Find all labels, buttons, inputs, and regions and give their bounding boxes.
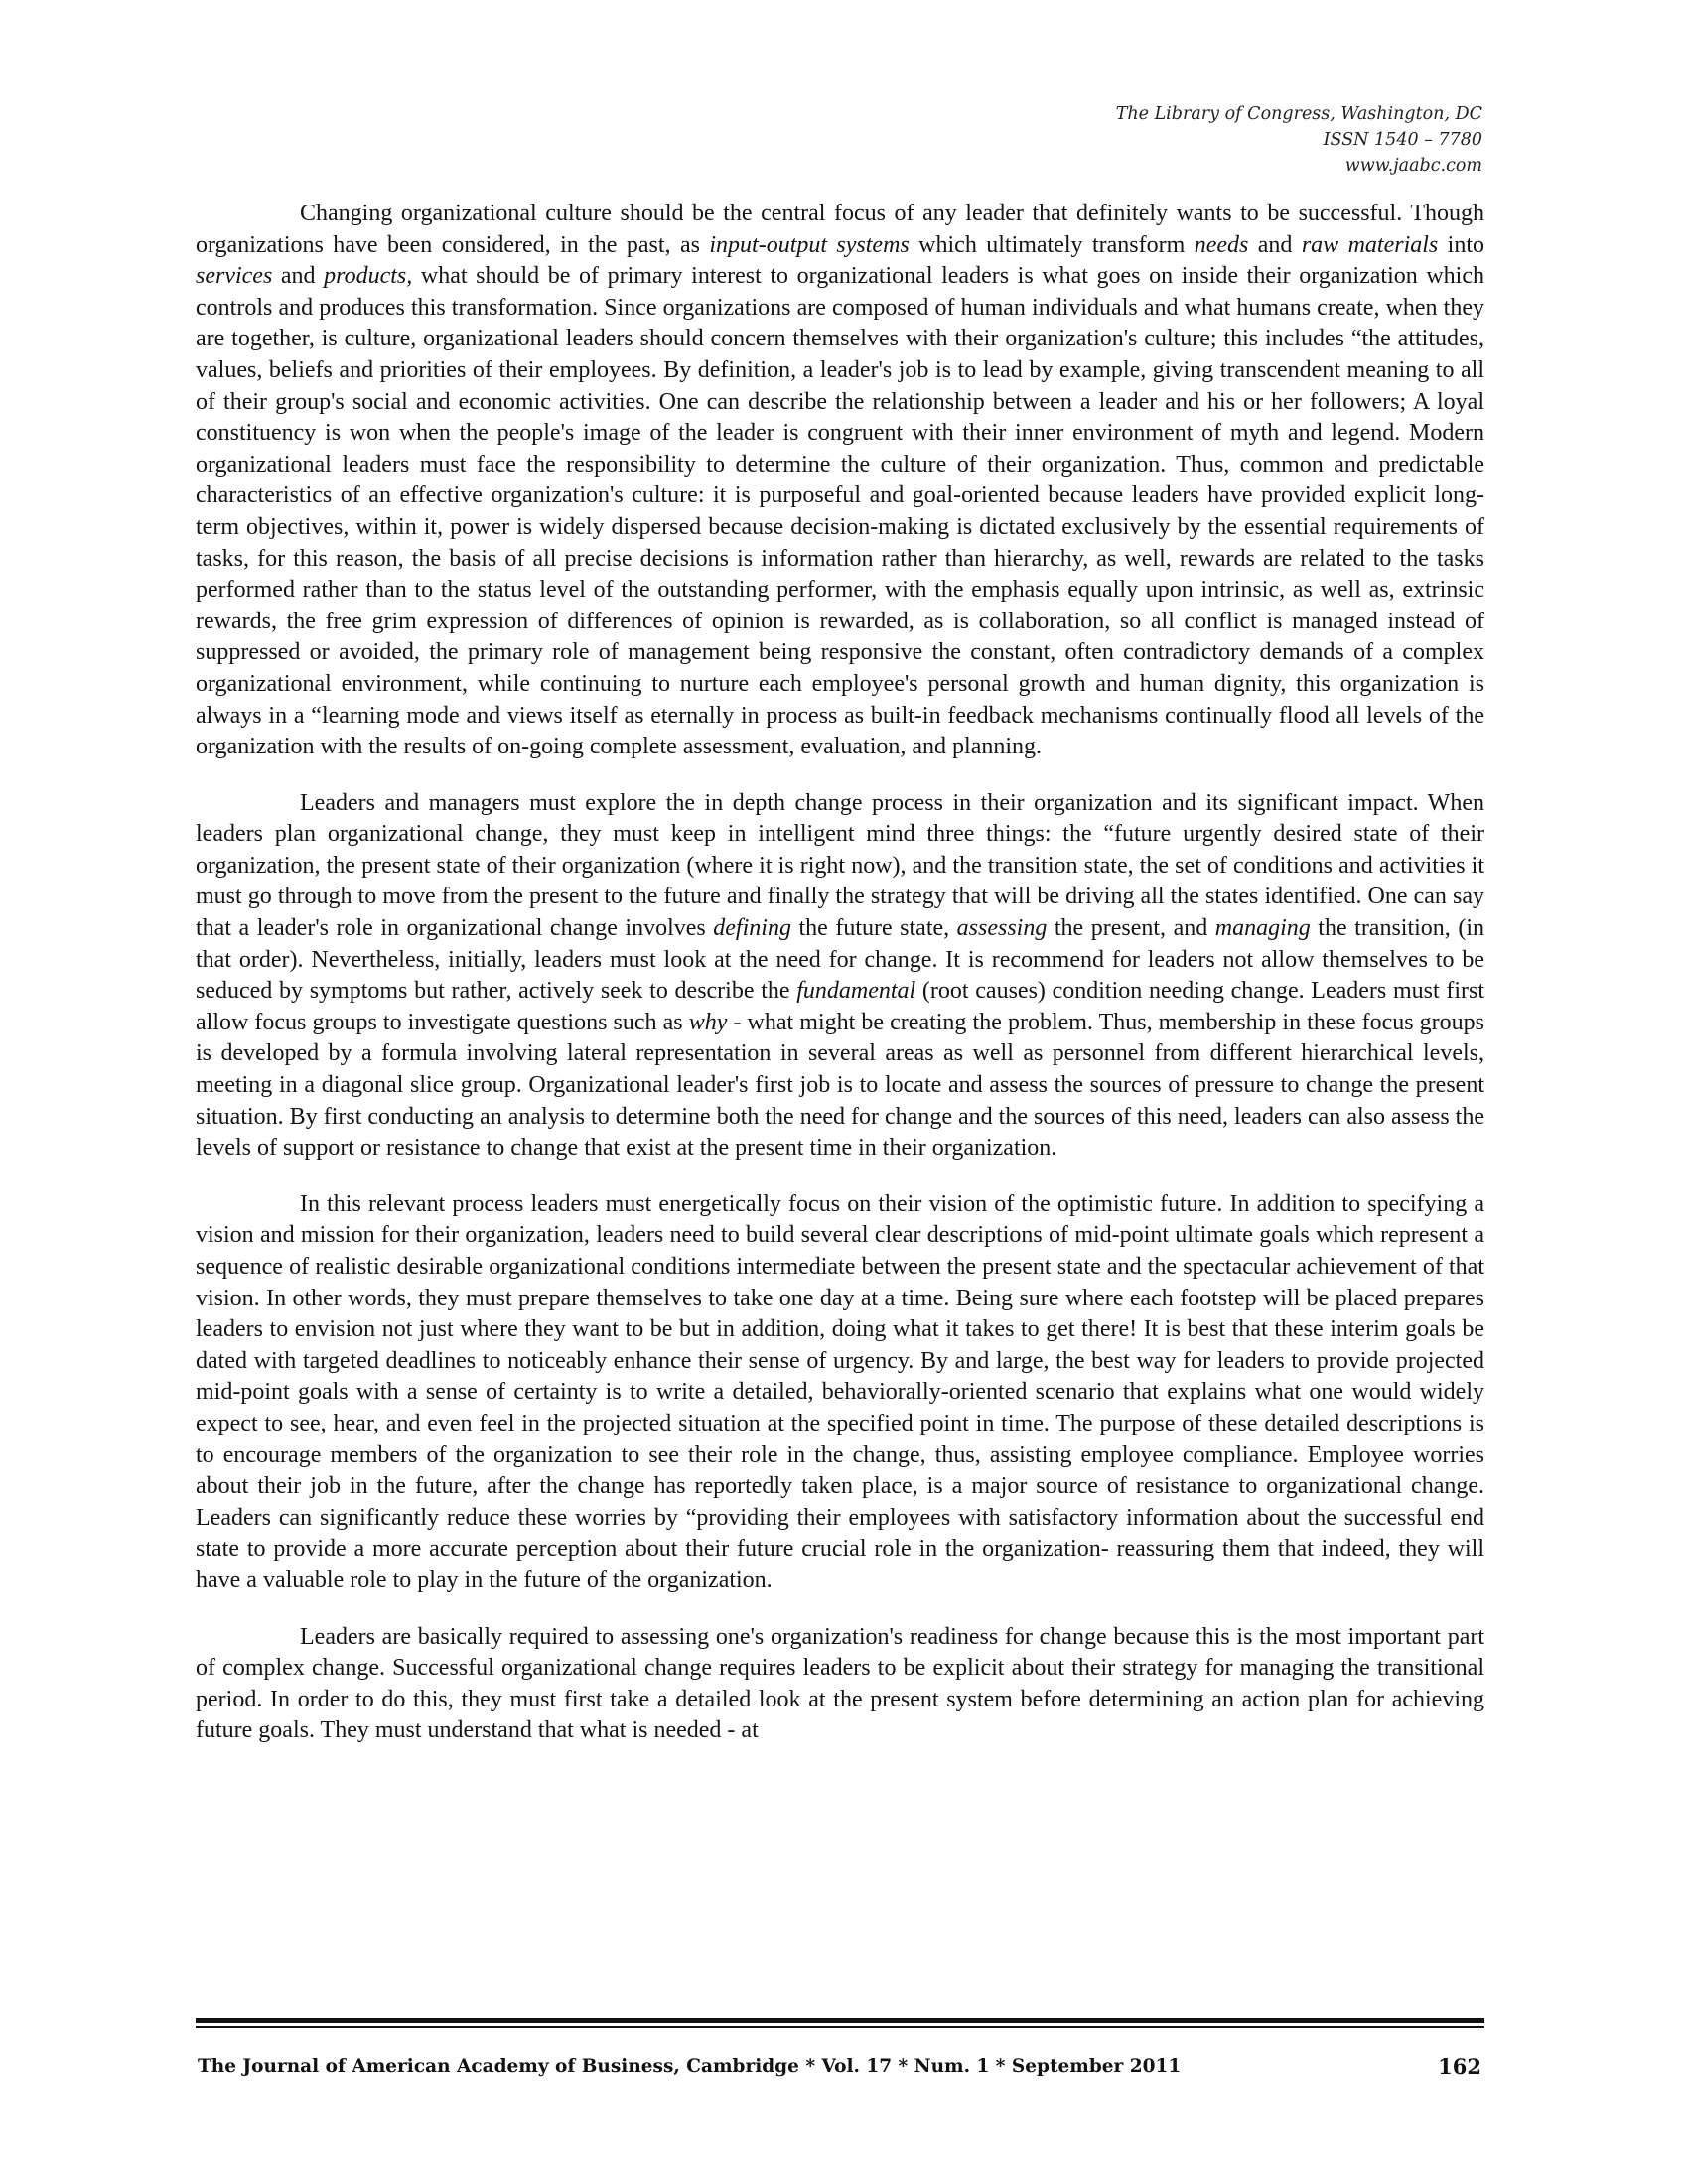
emphasized-text: why xyxy=(688,1009,728,1035)
text-run: and xyxy=(1248,231,1302,258)
text-run: into xyxy=(1438,231,1485,258)
text-run: which ultimately transform xyxy=(909,231,1195,258)
emphasized-text: fundamental xyxy=(796,978,916,1005)
text-run: the transition, (in that order). Nevertheless, initially, leaders must look at the need for change. It is recommend for leaders not allow themselves to be seduced by symptoms but rather, actively seek to describe the xyxy=(196,915,1484,1005)
text-run: and xyxy=(272,263,325,290)
header-website: www.jaabc.com xyxy=(1344,156,1482,176)
text-run: what should be of primary interest to organizational leaders is what goes on inside their organization which controls and produces this transformation. Since organizations are composed of human individuals and what humans create, when they are together, is culture, organizational leaders should concern themselves with their organization's culture; this includes “the attitudes, values, beliefs and priorities of their employees. By definition, a leader's job is to lead by example, giving transcendent meaning to all of their group's social and economic activities. One can describe the relationship between a leader and his or her followers; A loyal constituency is won when the people's image of the leader is congruent with their inner environment of myth and legend. Modern organizational leaders must face the responsibility to determine the culture of their organization. Thus, common and predictable characteristics of an effective organization's culture: it is purposeful and goal-oriented because leaders have provided explicit long-term objectives, within it, power is widely dispersed because decision-making is dictated exclusively by the essential requirements of tasks, for this reason, the basis of all precise decisions is information rather than hierarchy, as well, rewards are related to the tasks performed rather than to the status level of the outstanding performer, with the emphasis equally upon intrinsic, as well as, extrinsic rewards, the free grim expression of differences of opinion is rewarded, as is collaboration, so all conflict is managed instead of suppressed or avoided, the primary role of management being responsive the constant, often contradictory demands of a complex organizational environment, while continuing to nurture each employee's personal growth and human dignity, this organization is always in a “learning mode and views itself as eternally in process as built-in feedback mechanisms continually flood all levels of the organization with the results of on-going complete assessment, evaluation, and planning. xyxy=(196,263,1485,760)
paragraph-4 xyxy=(196,1622,1484,1747)
paragraph-2 xyxy=(196,788,1484,1164)
text-run: the present, and xyxy=(1047,915,1215,942)
text-run: Leaders are basically required to assessing one's organization's readiness for change because this is the most important part of complex change. Successful organizational change requires leaders to be explicit about their strategy for managing the transitional period. In order to do this, they must first take a detailed look at the present system before determining an action plan for achieving future goals. They must understand that what is needed - at xyxy=(196,1623,1484,1744)
text-run: - what might be creating the problem. Thus, membership in these focus groups is developed by a formula involving lateral representation in several areas as well as personnel from different hierarchical levels, meeting in a diagonal slice group. Organizational leader's first job is to locate and assess the sources of pressure to change the present situation. By first conducting an analysis to determine both the need for change and the sources of this need, leaders can also assess the levels of support or resistance to change that exist at the present time in their organization. xyxy=(196,1009,1485,1161)
emphasized-text: products, xyxy=(324,263,413,290)
footer-rule-thick xyxy=(196,2018,1484,2023)
emphasized-text: raw materials xyxy=(1301,231,1439,258)
page-number: 162 xyxy=(1438,2054,1481,2079)
emphasized-text: needs xyxy=(1194,231,1249,258)
text-run: the future state, xyxy=(790,915,957,942)
emphasized-text: services xyxy=(196,263,273,290)
emphasized-text: assessing xyxy=(956,915,1048,942)
text-run: In this relevant process leaders must energetically focus on their vision of the optimistic future. In addition to specifying a vision and mission for their organization, leaders need to build several clear descriptions of mid-point ultimate goals which represent a sequence of realistic desirable organizational conditions intermediate between the present state and the spectacular achievement of that vision. In other words, they must prepare themselves to take one day at a time. Being sure where each footstep will be placed prepares leaders to envision not just where they want to be but in addition, doing what it takes to get there! It is best that these interim goals be dated with targeted deadlines to noticeably enhance their sense of urgency. By and large, the best way for leaders to provide projected mid-point goals with a sense of certainty is to write a detailed, behaviorally-oriented scenario that explains what one would widely expect to see, hear, and even feel in the projected situation at the specified point in time. The purpose of these detailed descriptions is to encourage members of the organization to see their role in the change, thus, assisting employee compliance. Employee worries about their job in the future, after the change has reportedly taken place, is a major source of resistance to organizational change. Leaders can significantly reduce these worries by “providing their employees with satisfactory information about the successful end state to provide a more accurate perception about their future crucial role in the organization- reassuring them that indeed, they will have a valuable role to play in the future of the organization. xyxy=(196,1190,1484,1593)
running-header xyxy=(1116,101,1482,179)
text-run: Changing organizational culture should be the central focus of any leader that definitely wants to be successful. Though organizations have been considered, in the past, as xyxy=(196,201,1484,258)
footer-rule-thin xyxy=(196,2026,1484,2028)
text-run: (root causes) condition needing change. Leaders must first allow focus groups to investigate questions such as xyxy=(196,978,1484,1035)
header-publisher: The Library of Congress, Washington, DC xyxy=(1115,104,1482,124)
header-issn: ISSN 1540 – 7780 xyxy=(1323,130,1482,150)
emphasized-text: managing xyxy=(1214,915,1311,942)
body-text xyxy=(196,199,1484,1772)
footer-journal-citation: The Journal of American Academy of Business, Cambridge * Vol. 17 * Num. 1 * September 2011 xyxy=(198,2056,1182,2077)
emphasized-text: defining xyxy=(713,915,791,942)
emphasized-text: input-output systems xyxy=(709,231,910,258)
paragraph-3 xyxy=(196,1189,1484,1597)
paragraph-1 xyxy=(196,199,1484,763)
text-run: Leaders and managers must explore the in depth change process in their organization and its significant impact. When leaders plan organizational change, they must keep in intelligent mind three things: the “future urgently desired state of their organization, the present state of their organization (where it is right now), and the transition state, the set of conditions and activities it must go through to move from the present to the future and finally the strategy that will be driving all the states identified. One can say that a leader's role in organizational change involves xyxy=(196,789,1484,942)
